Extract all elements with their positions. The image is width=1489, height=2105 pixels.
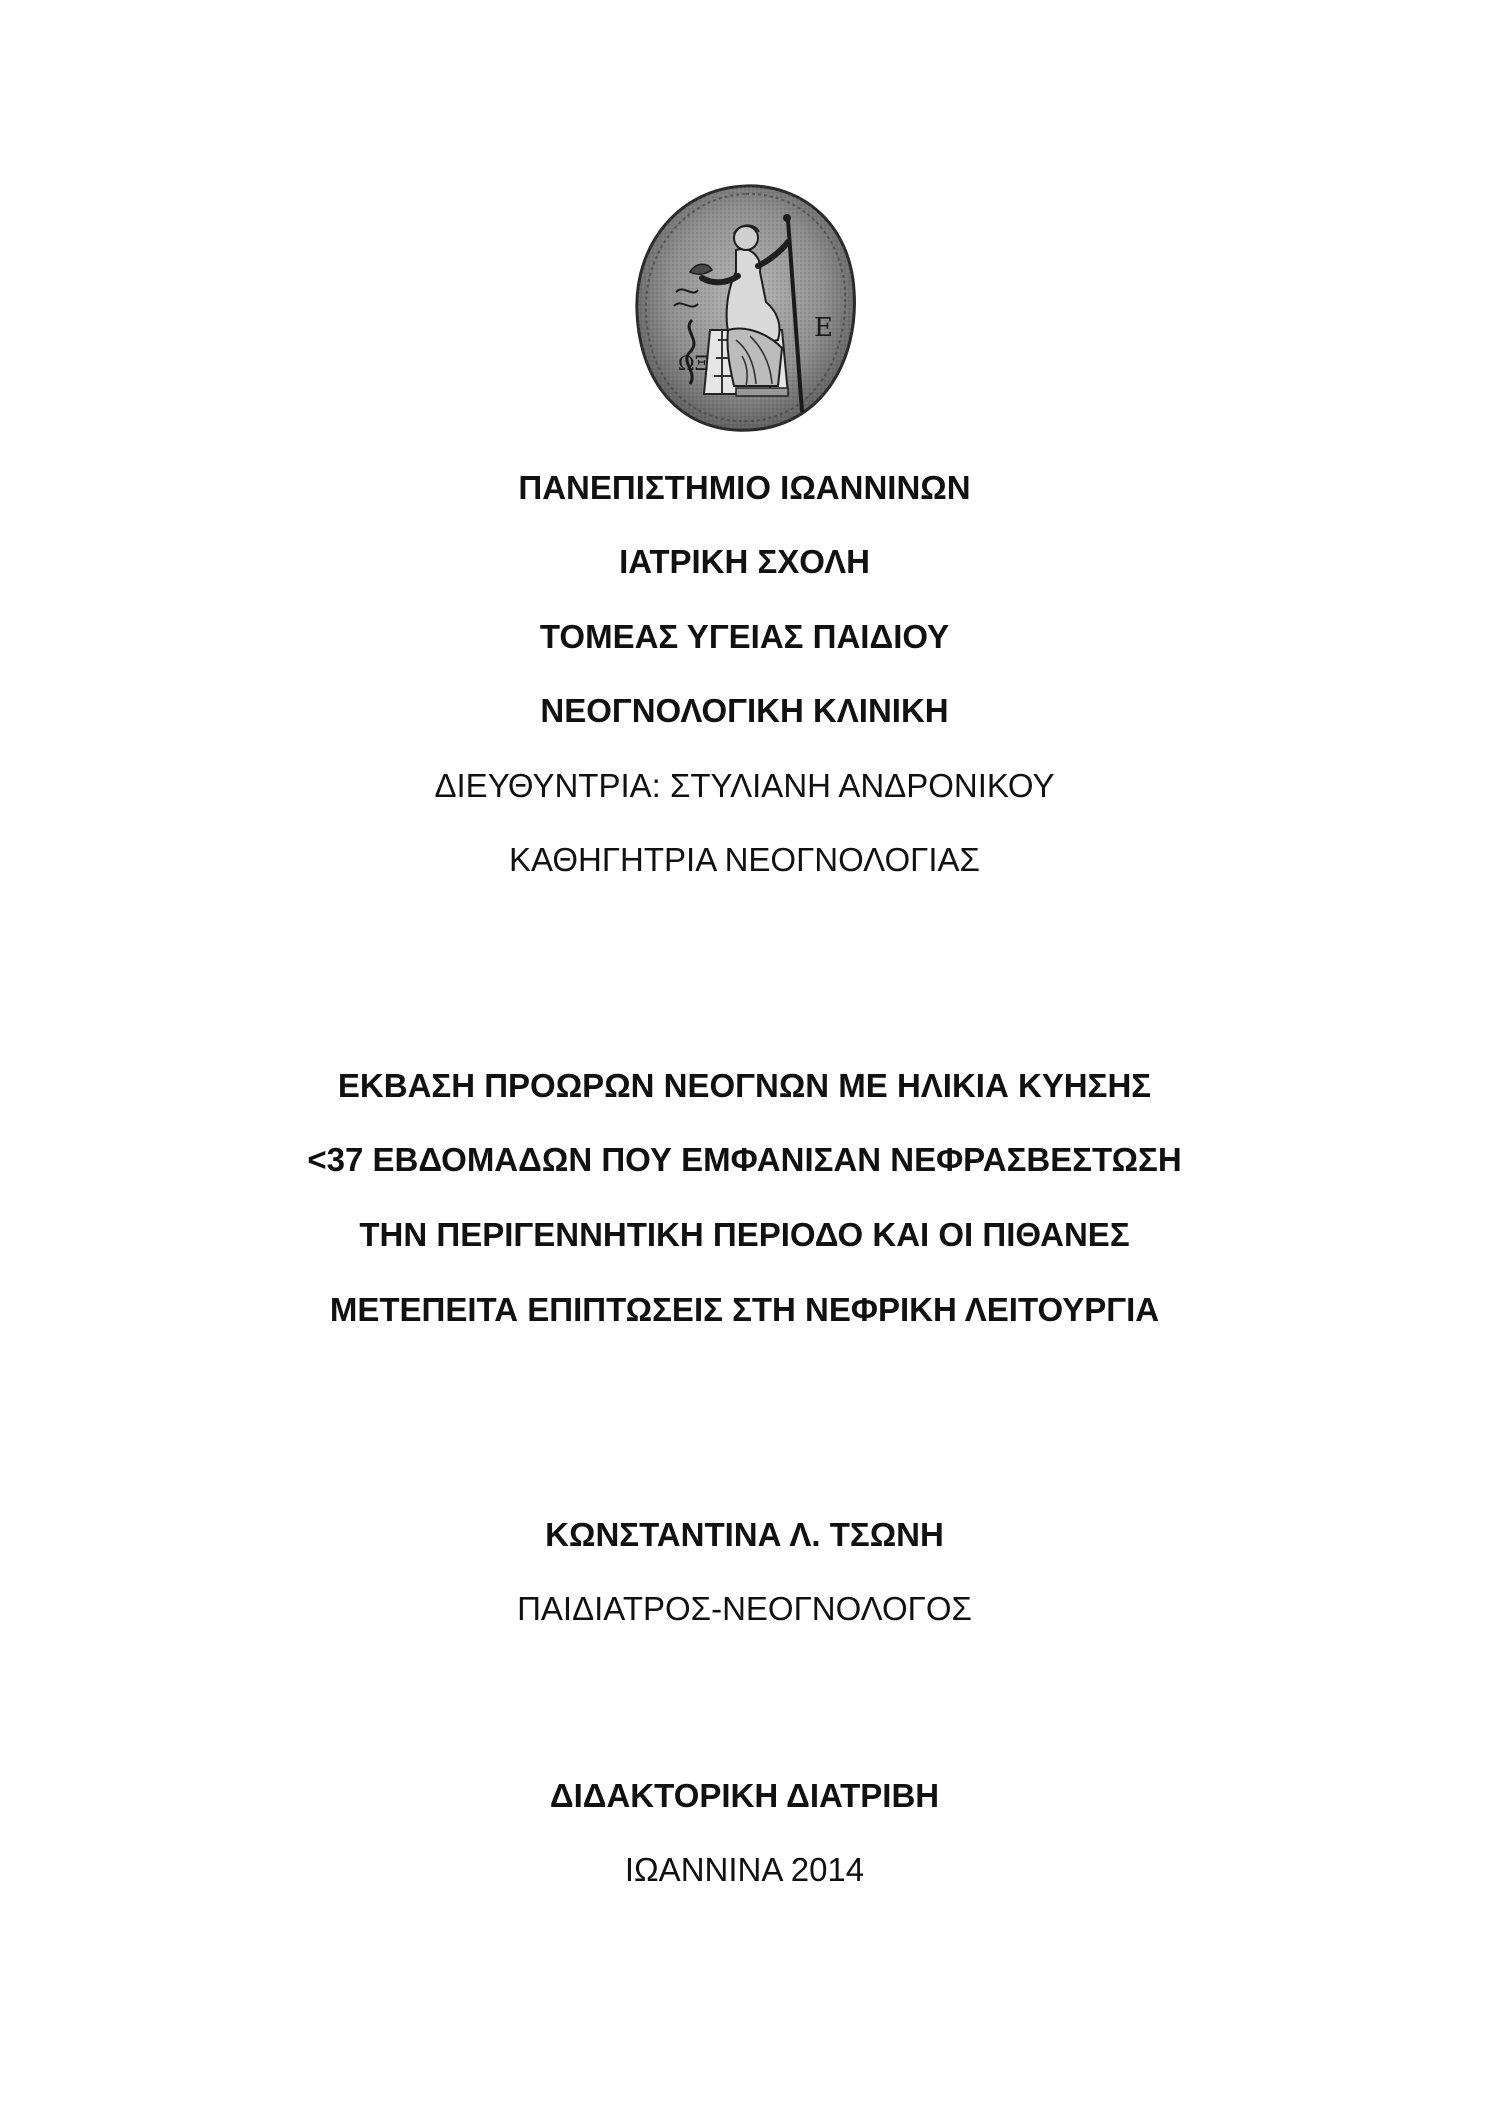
seal-inscription-right: Ε (814, 313, 833, 343)
university-name: ΠΑΝΕΠΙΣΤΗΜΙΟ ΙΩΑΝΝΙΝΩΝ (518, 469, 971, 506)
thesis-title-line-2: <37 ΕΒΔΟΜΑΔΩΝ ΠΟΥ ΕΜΦΑΝΙΣΑΝ ΝΕΦΡΑΣΒΕΣΤΩΣΗ (307, 1141, 1182, 1178)
director-line: ΔΙΕΥΘΥΝΤΡΙΑ: ΣΤΥΛΙΑΝΗ ΑΝΔΡΟΝΙΚΟΥ (434, 767, 1055, 804)
director-title: ΚΑΘΗΓΗΤΡΙΑ ΝΕΟΓΝΟΛΟΓΙΑΣ (509, 841, 980, 878)
clinic-name: ΝΕΟΓΝΟΛΟΓΙΚΗ ΚΛΙΝΙΚΗ (540, 692, 949, 729)
place-year: ΙΩΑΝΝΙΝΑ 2014 (624, 1851, 865, 1888)
university-coin-seal-icon (632, 180, 860, 436)
document-type: ΔΙΔΑΚΤΟΡΙΚΗ ΔΙΑΤΡΙΒΗ (549, 1777, 940, 1814)
thesis-title-line-3: ΤΗΝ ΠΕΡΙΓΕΝΝΗΤΙΚΗ ΠΕΡΙΟΔΟ ΚΑΙ ΟΙ ΠΙΘΑΝΕΣ (359, 1216, 1130, 1253)
author-name: ΚΩΝΣΤΑΝΤΙΝΑ Λ. ΤΣΩΝΗ (545, 1516, 944, 1553)
thesis-title-line-4: ΜΕΤΕΠΕΙΤΑ ΕΠΙΠΤΩΣΕΙΣ ΣΤΗ ΝΕΦΡΙΚΗ ΛΕΙΤΟΥΡΓΙΑ (329, 1291, 1160, 1328)
author-specialty: ΠΑΙΔΙΑΤΡΟΣ-ΝΕΟΓΝΟΛΟΓΟΣ (517, 1590, 972, 1627)
school-name: ΙΑΤΡΙΚΗ ΣΧΟΛΗ (619, 543, 870, 580)
seal-inscription-left: ΩΞ (678, 351, 709, 375)
sector-name: ΤΟΜΕΑΣ ΥΓΕΙΑΣ ΠΑΙΔΙΟΥ (539, 618, 950, 655)
thesis-title-line-1: ΕΚΒΑΣΗ ΠΡΟΩΡΩΝ ΝΕΟΓΝΩΝ ΜΕ ΗΛΙΚΙΑ ΚΥΗΣΗΣ (337, 1067, 1152, 1104)
